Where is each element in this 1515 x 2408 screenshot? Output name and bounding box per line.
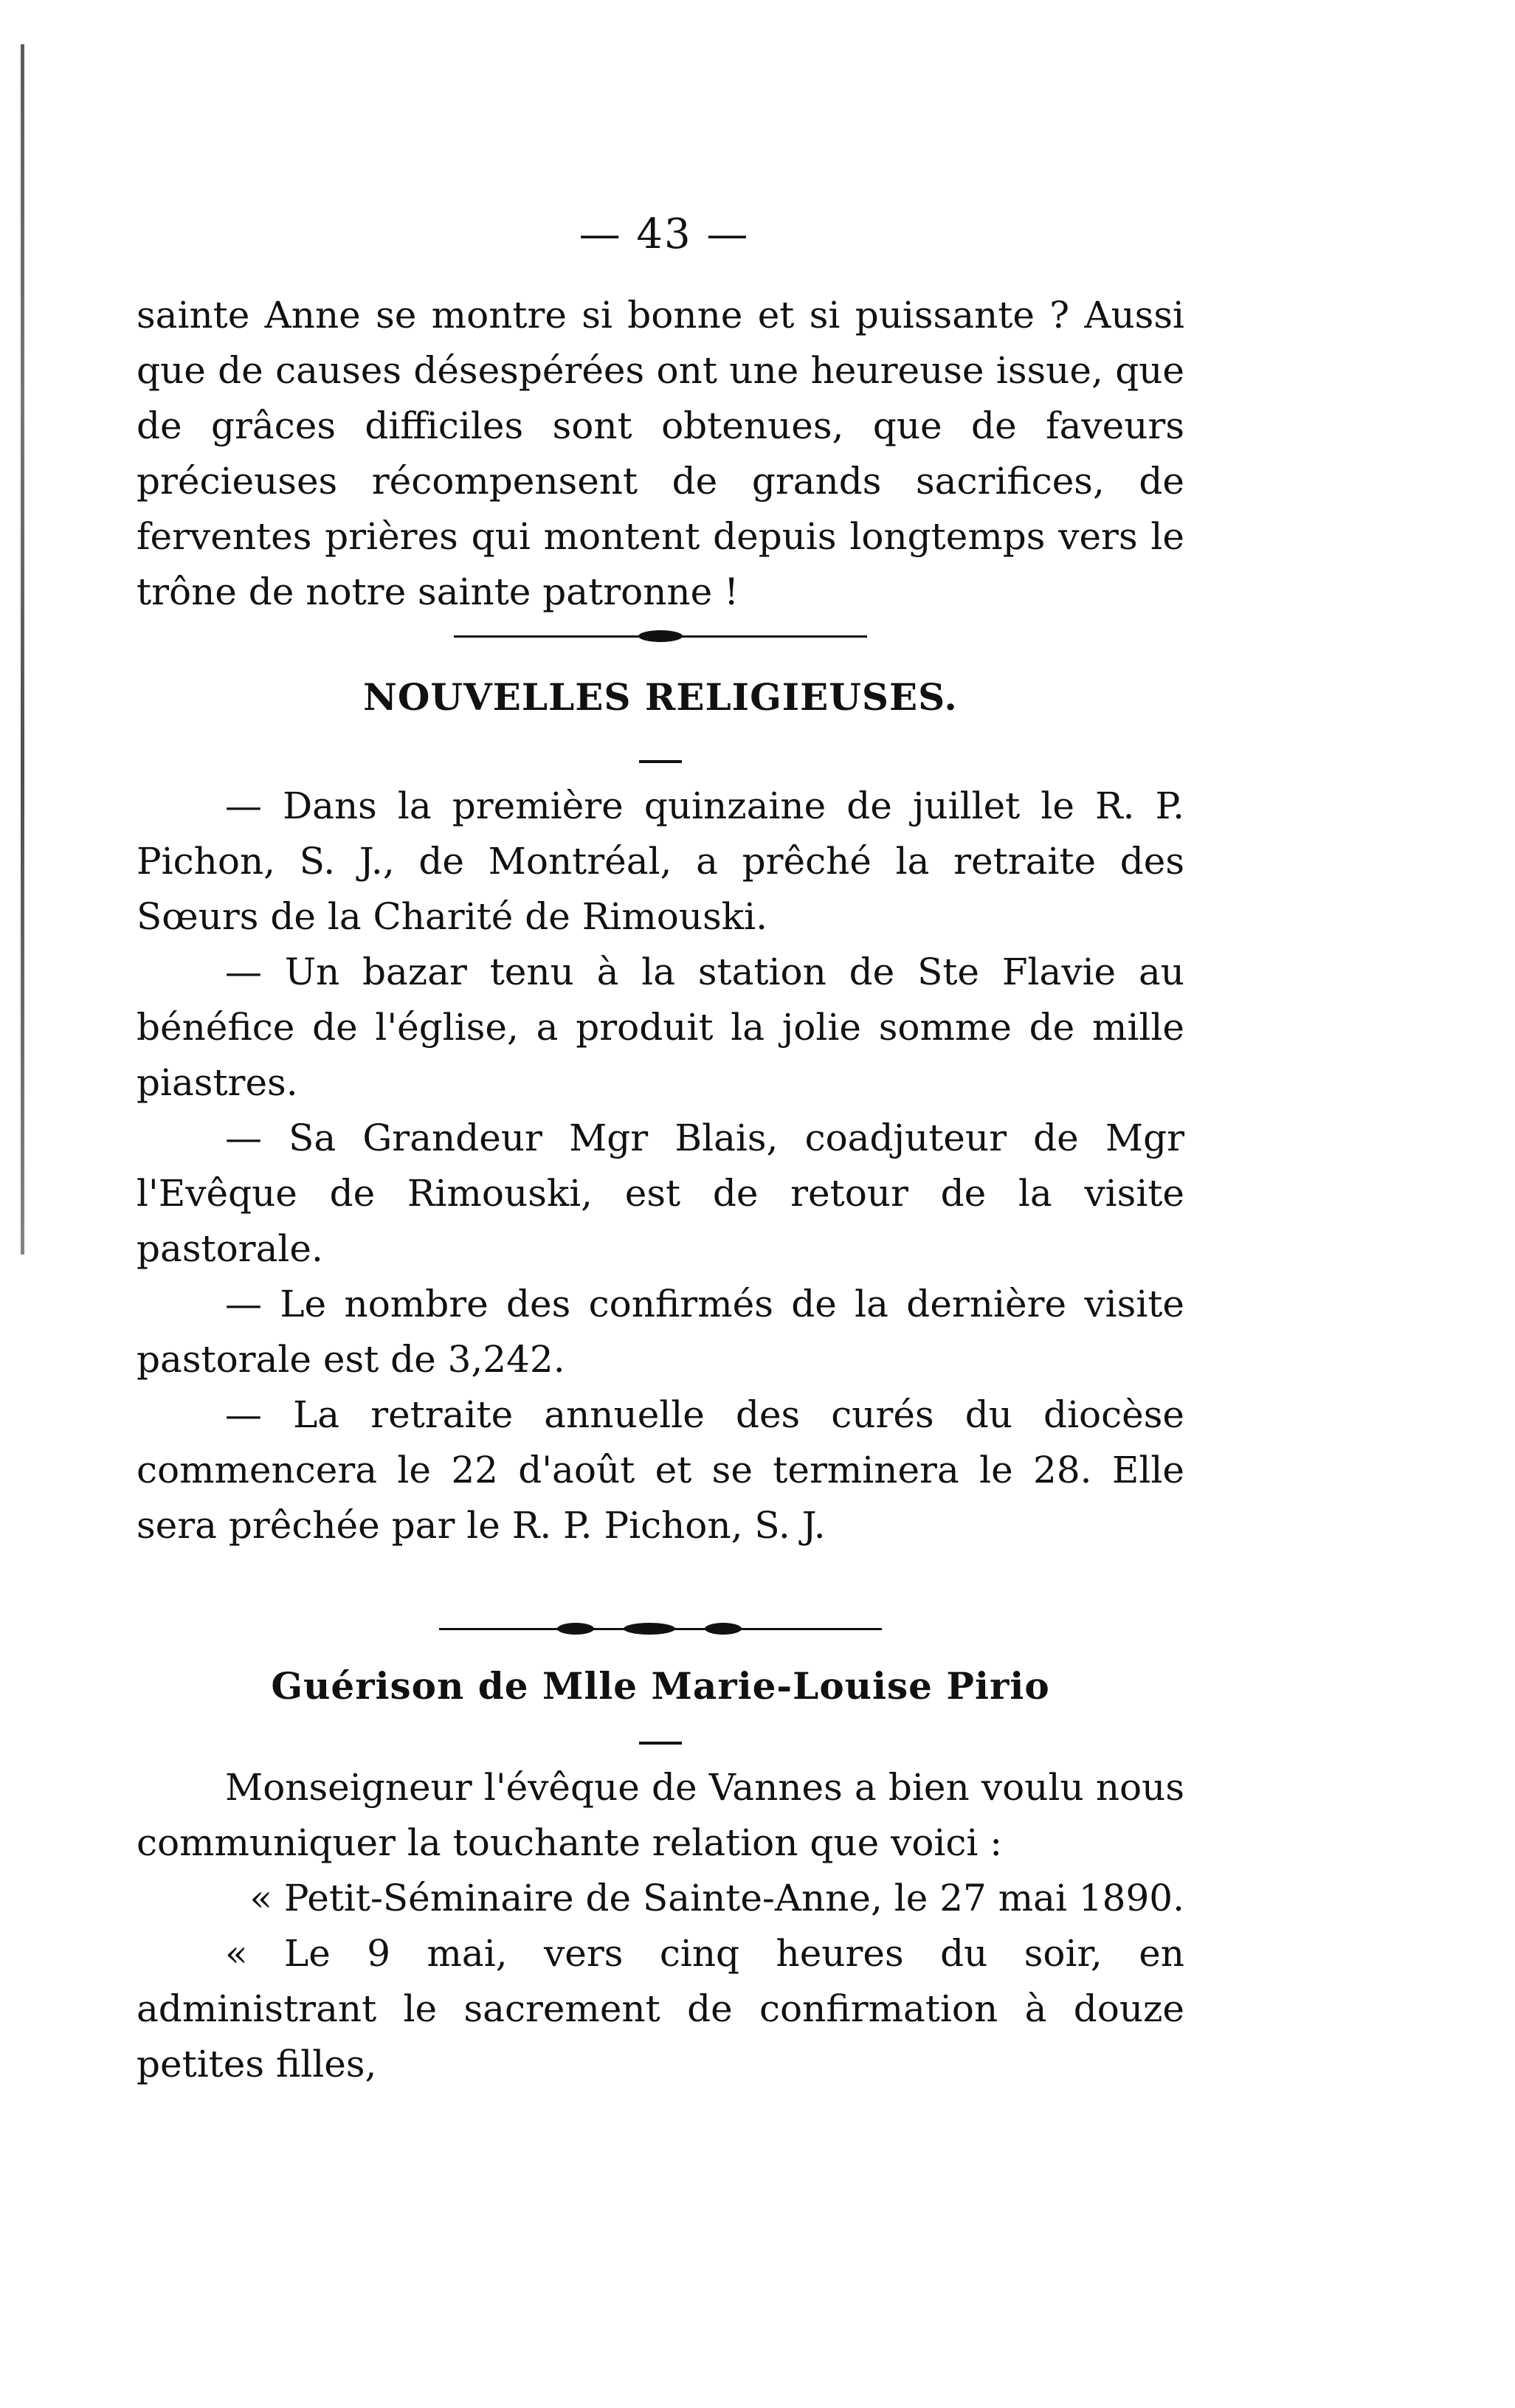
ornament-divider bbox=[454, 627, 867, 645]
news-item: — La retraite annuelle des curés du diocèse commencera le 22 d'août et se terminera le 28. Elle sera prêchée par le R. P. Pichon, S. J. bbox=[137, 1393, 1184, 1547]
short-dash bbox=[639, 1742, 682, 1745]
ornament-divider bbox=[439, 1620, 882, 1638]
intro-paragraph: sainte Anne se montre si bonne et si puissante ? Aussi que de causes désespérées ont une heureuse issue, que de grâces difficiles sont obtenues, que de faveurs précieuses récompensent de grands sacrifices, de ferventes prières qui montent depuis longtemps vers le trône de notre sainte patronne ! bbox=[137, 294, 1184, 613]
section1-title: NOUVELLES RELIGIEUSES. bbox=[363, 675, 958, 719]
ornament-2-block bbox=[137, 1620, 1184, 1638]
news-item: — Le nombre des confirmés de la dernière visite pastorale est de 3,242. bbox=[137, 1283, 1184, 1381]
dash-2-block bbox=[137, 1742, 1184, 1745]
dash-1-block bbox=[137, 760, 1184, 763]
section1-items bbox=[137, 779, 1184, 1553]
news-item: — Dans la première quinzaine de juillet le R. P. Pichon, S. J., de Montréal, a prêché la retraite des Sœurs de la Charité de Rimouski. bbox=[137, 784, 1184, 938]
section2-title: Guérison de Mlle Marie-Louise Pirio bbox=[271, 1664, 1050, 1708]
news-item: — Un bazar tenu à la station de Ste Flavie au bénéfice de l'église, a produit la jolie somme de mille piastres. bbox=[137, 951, 1184, 1104]
news-item: — Sa Grandeur Mgr Blais, coadjuteur de Mgr l'Evêque de Rimouski, est de retour de la visite pastorale. bbox=[137, 1117, 1184, 1270]
section2-text: « Le 9 mai, vers cinq heures du soir, en administrant le sacrement de confirmation à douze petites filles, bbox=[137, 1932, 1184, 2086]
section2-body bbox=[137, 1760, 1184, 2092]
page-number: — 43 — bbox=[579, 210, 750, 258]
section2-dateline: « Petit-Séminaire de Sainte-Anne, le 27 mai 1890. bbox=[249, 1877, 1184, 1919]
intro-block bbox=[137, 288, 1184, 620]
ornament-1-block bbox=[137, 627, 1184, 645]
section1-header bbox=[137, 675, 1184, 719]
section2-intro: Monseigneur l'évêque de Vannes a bien voulu nous communiquer la touchante relation que voici : bbox=[137, 1766, 1184, 1864]
short-dash bbox=[639, 760, 682, 763]
section2-header bbox=[137, 1664, 1184, 1708]
